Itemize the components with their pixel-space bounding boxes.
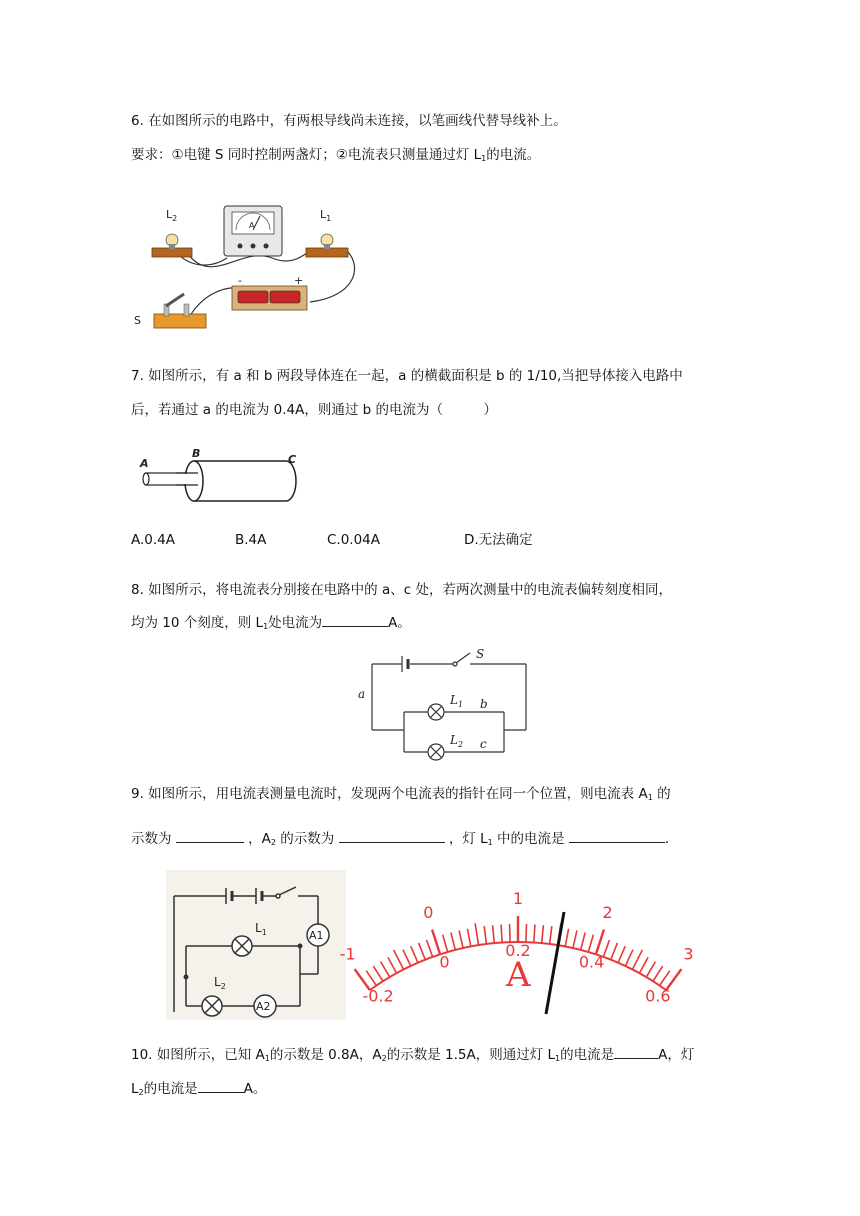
q7-stem-line2: 后，若通过 a 的电流为 0.4A，则通过 b 的电流为（ ） bbox=[131, 402, 498, 418]
q7-label-A: A bbox=[140, 457, 149, 470]
q9-dial-tick bbox=[565, 929, 568, 947]
q9-dial-outer-label: 0 bbox=[423, 903, 434, 923]
q8-stem-line2: 均为 10 个刻度，则 $L_1$处电流为 A。 bbox=[131, 612, 411, 637]
q9-dial-tick bbox=[427, 940, 433, 957]
q9-dial-tick bbox=[443, 935, 448, 952]
q8-label-b: b bbox=[480, 697, 488, 711]
q9-circuit-figure bbox=[166, 870, 346, 1020]
q9-dial-tick bbox=[526, 924, 527, 942]
q9-dial-outer-label: 3 bbox=[683, 944, 694, 964]
q8-answer-blank bbox=[322, 612, 388, 627]
q6-stem-line2: 要求：①电键 S 同时控制两盏灯；②电流表只测量通过灯 $L_1$的电流。 bbox=[131, 147, 541, 163]
q10-stem-line1: 10. 如图所示，已知 $A_1$的示数是 0.8A，$A_2$的示数是 1.5A，则通过灯 $L_1$的电流是 A，灯 bbox=[131, 1044, 694, 1069]
q6-stem-line1: 6. 在如图所示的电路中，有两根导线尚未连接，以笔画线代替导线补上。 bbox=[131, 113, 567, 129]
q10-blank-1 bbox=[614, 1044, 658, 1059]
q9-dial-tick bbox=[653, 966, 663, 981]
q9-dial-tick bbox=[411, 946, 418, 963]
q8-label-c: c bbox=[480, 737, 487, 751]
q9-dial-tick bbox=[475, 923, 478, 945]
q9-label-A2: A2 bbox=[256, 1000, 271, 1013]
q9-dial-tick bbox=[618, 946, 625, 963]
q9-dial-inner-label: 0.6 bbox=[645, 986, 671, 1006]
q9-dial-tick bbox=[403, 950, 411, 966]
q7-option-a: A.0.4A bbox=[131, 532, 175, 548]
q9-blank-1 bbox=[176, 828, 244, 843]
q6-label-S: S bbox=[134, 314, 141, 327]
q9-dial-tick bbox=[611, 943, 618, 960]
q9-dial-tick bbox=[596, 930, 604, 955]
q9-ammeter-dial bbox=[339, 864, 694, 1019]
q6-minus-sign: - bbox=[238, 274, 242, 287]
q9-dial-outer-label: 2 bbox=[602, 903, 613, 923]
q6-circuit-figure bbox=[132, 196, 372, 338]
q9-dial-outer-label: -1 bbox=[339, 944, 356, 964]
q9-dial-tick bbox=[419, 943, 426, 960]
q9-dial-tick bbox=[542, 925, 544, 943]
q9-label-L1: $L_1$ bbox=[255, 921, 267, 937]
q9-stem-line2: 示数为 ，$A_2$ 的示数为 ，灯 $L_1$ 中的电流是 . bbox=[131, 828, 669, 853]
q9-dial-outer-label: 1 bbox=[512, 889, 524, 908]
q7-option-b: B.4A bbox=[235, 532, 267, 548]
q9-dial-tick bbox=[501, 925, 502, 943]
q10-blank-2 bbox=[198, 1078, 244, 1093]
q8-label-L2: $L_2$ bbox=[450, 733, 464, 749]
q10-stem-line2: $L_2$的电流是 A。 bbox=[131, 1078, 266, 1103]
q9-dial-tick bbox=[373, 966, 383, 981]
q9-dial-tick bbox=[660, 971, 670, 986]
q9-stem-line1: 9. 如图所示，用电流表测量电流时，发现两个电流表的指针在同一个位置，则电流表 $A_1$ 的 bbox=[131, 786, 671, 802]
q9-dial-unit: A bbox=[506, 955, 531, 995]
q8-stem-line1: 8. 如图所示，将电流表分别接在电路中的 a、c 处，若两次测量中的电流表偏转刻度相同， bbox=[131, 582, 672, 598]
q9-dial-tick bbox=[625, 950, 633, 966]
q9-dial-tick bbox=[467, 929, 470, 947]
q9-dial-tick bbox=[573, 931, 577, 949]
q9-blank-3 bbox=[569, 828, 665, 843]
q9-dial-tick bbox=[394, 950, 404, 970]
q9-dial-tick bbox=[432, 930, 440, 955]
q9-label-A1: A1 bbox=[309, 929, 324, 942]
q6-plus-sign: + bbox=[294, 274, 304, 287]
q9-dial-inner-label: 0.2 bbox=[505, 941, 531, 960]
q8-label-L1: $L_1$ bbox=[450, 693, 464, 709]
q9-dial-tick bbox=[493, 925, 495, 943]
q9-dial-tick bbox=[366, 971, 376, 986]
q9-dial-inner-label: -0.2 bbox=[362, 986, 394, 1006]
q9-dial-needle bbox=[546, 912, 564, 1014]
q7-option-c: C.0.04A bbox=[327, 532, 381, 548]
q7-conductor-figure bbox=[136, 445, 306, 507]
q9-dial-tick bbox=[451, 932, 455, 949]
q8-label-a: a bbox=[358, 687, 366, 701]
q9-dial-tick bbox=[588, 935, 593, 952]
q9-dial-tick bbox=[459, 931, 463, 949]
q9-dial-inner-label: 0.4 bbox=[578, 952, 605, 972]
q9-dial-tick bbox=[510, 924, 511, 942]
q6-ammeter-symbol: A bbox=[249, 221, 255, 230]
q9-dial-tick bbox=[534, 925, 535, 943]
q7-label-B: B bbox=[192, 447, 201, 460]
q9-blank-2 bbox=[339, 828, 445, 843]
q9-dial-tick bbox=[484, 926, 486, 944]
q7-option-d: D.无法确定 bbox=[464, 532, 533, 548]
q9-dial-tick bbox=[550, 926, 552, 944]
q9-dial-tick bbox=[381, 962, 390, 977]
q8-label-S: S bbox=[476, 647, 485, 661]
q9-dial-tick bbox=[632, 950, 642, 970]
q8-circuit-figure bbox=[354, 640, 540, 770]
q9-dial-tick bbox=[581, 932, 585, 949]
q7-label-C: C bbox=[288, 453, 297, 466]
q9-dial-tick bbox=[639, 957, 648, 973]
q7-stem-line1: 7. 如图所示，有 a 和 b 两段导体连在一起，a 的横截面积是 b 的 1/10,当把导体接入电路中 bbox=[131, 368, 683, 384]
q6-label-L1: $L_1$ bbox=[320, 208, 332, 223]
q6-label-L2: $L_2$ bbox=[166, 208, 178, 223]
q9-label-L2: $L_2$ bbox=[214, 975, 226, 991]
q9-dial-inner-label: 0 bbox=[439, 952, 450, 972]
q9-dial-tick bbox=[388, 957, 397, 973]
q9-dial-tick bbox=[646, 962, 655, 977]
